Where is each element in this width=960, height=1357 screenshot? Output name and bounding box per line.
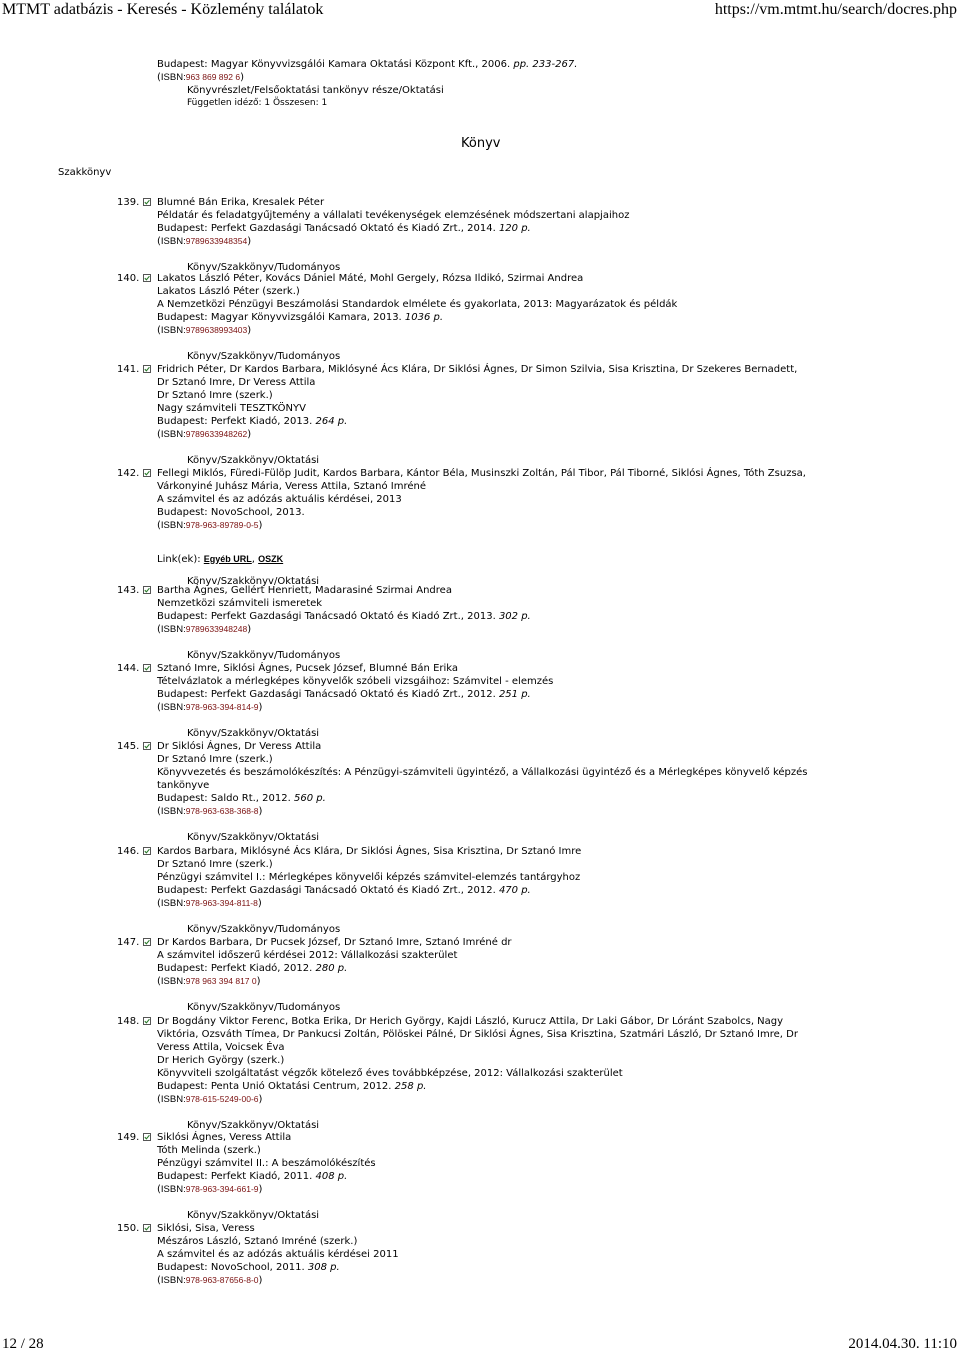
checkbox-icon[interactable] (143, 1017, 151, 1025)
item-title: A számvitel és az adózás aktuális kérdései, 2013 (157, 494, 402, 505)
item-title: A számvitel és az adózás aktuális kérdései 2011 (157, 1249, 399, 1260)
top-citations: Független idéző: 1 Összesen: 1 (187, 98, 328, 108)
item-publisher-text: Budapest: Penta Unió Oktatási Centrum, 2012. (157, 1081, 392, 1092)
checkbox-icon[interactable] (143, 664, 151, 672)
item-publisher-text: Budapest: Perfekt Kiadó, 2013. (157, 416, 313, 427)
item-details (157, 845, 857, 910)
item-publisher (157, 1080, 857, 1093)
item-editor: Dr Sztanó Imre (szerk.) (157, 390, 273, 401)
item-authors: Viktória, Ozsváth Tímea, Dr Pankucsi Zoltán, Pölöskei Pálné, Dr Siklósi Ágnes, Sisa Krisztina, Szatmári László, Dr Sztanó Imre, Dr (157, 1029, 798, 1040)
item-number: 139. (117, 197, 140, 208)
checkbox-icon[interactable] (143, 847, 151, 855)
item-authors: Siklósi, Sisa, Veress (157, 1223, 255, 1234)
item-title: Tételvázlatok a mérlegképes könyvelők szóbeli vizsgáihoz: Számvitel - elemzés (157, 676, 554, 687)
subsection-label: Szakkönyv (58, 167, 112, 178)
item-editor: Mészáros László, Sztanó Imréné (szerk.) (157, 1236, 358, 1247)
item-pages: 560 p. (293, 793, 326, 804)
item-publisher (157, 222, 857, 235)
item-isbn: (ISBN:978-963-394-661-9) (157, 1184, 263, 1195)
item-isbn: (ISBN:978-963-394-814-9) (157, 702, 263, 713)
item-authors: Bartha Ágnes, Gellért Henriett, Madarasiné Szirmai Andrea (157, 585, 452, 596)
item-details (157, 1131, 857, 1196)
item-category: Könyv/Szakkönyv/Oktatási (187, 455, 320, 466)
item-category: Könyv/Szakkönyv/Oktatási (187, 1120, 320, 1131)
browser-print-footer (0, 1331, 960, 1357)
item-publisher (157, 311, 857, 324)
item-details (157, 936, 857, 988)
top-publisher: Budapest: Magyar Könyvvizsgálói Kamara Oktatási Központ Kft., 2006. pp. 233-267. (157, 59, 578, 70)
item-links: Link(ek): Egyéb URL, OSZK (157, 553, 284, 565)
item-publisher (157, 962, 857, 975)
item-publisher-text: Budapest: Perfekt Gazdasági Tanácsadó Oktató és Kiadó Zrt., 2014. (157, 223, 496, 234)
item-publisher-text: Budapest: Perfekt Kiadó, 2011. (157, 1171, 313, 1182)
item-details (157, 662, 857, 714)
item-publisher (157, 792, 857, 805)
item-details (157, 740, 857, 818)
item-title: Pénzügyi számvitel I.: Mérlegképes könyvelői képzés számvitel-elemzés tantárgyhoz (157, 872, 581, 883)
item-number: 150. (117, 1223, 140, 1234)
item-authors: Dr Siklósi Ágnes, Dr Veress Attila (157, 741, 322, 752)
item-publisher-text: Budapest: Magyar Könyvvizsgálói Kamara, 2013. (157, 312, 402, 323)
item-category: Könyv/Szakkönyv/Oktatási (187, 575, 320, 587)
item-pages: 408 p. (315, 1171, 348, 1182)
item-pages: 258 p. (394, 1081, 427, 1092)
item-authors: Sztanó Imre, Siklósi Ágnes, Pucsek József, Blumné Bán Erika (157, 663, 459, 674)
checkbox-icon[interactable] (143, 742, 151, 750)
header-url: https://vm.mtmt.hu/search/docres.php (714, 1, 957, 18)
item-title: A Nemzetközi Pénzügyi Beszámolási Standardok elmélete és gyakorlata, 2013: Magyarázatok és példák (157, 299, 678, 310)
checkbox-icon[interactable] (143, 1224, 151, 1232)
item-number: 144. (117, 663, 140, 674)
item-details (157, 1222, 857, 1287)
item-pages: 120 p. (498, 223, 531, 234)
item-category: Könyv/Szakkönyv/Oktatási (187, 728, 320, 739)
item-authors: Siklósi Ágnes, Veress Attila (157, 1132, 292, 1143)
item-category: Könyv/Szakkönyv/Oktatási (187, 832, 320, 843)
item-number: 149. (117, 1132, 140, 1143)
item-publisher-text: Budapest: Perfekt Kiadó, 2012. (157, 963, 313, 974)
link-oszk[interactable]: OSZK (258, 553, 284, 564)
item-publisher-text: Budapest: NovoSchool, 2013. (157, 507, 305, 518)
item-authors: Veress Attila, Voicsek Éva (157, 1042, 285, 1053)
footer-timestamp: 2014.04.30. 11:10 (848, 1336, 957, 1352)
item-details (157, 272, 857, 337)
item-pages: 264 p. (315, 416, 348, 427)
item-category: Könyv/Szakkönyv/Tudományos (187, 924, 341, 935)
item-number: 141. (117, 364, 140, 375)
item-publisher-text: Budapest: Perfekt Gazdasági Tanácsadó Oktató és Kiadó Zrt., 2012. (157, 689, 496, 700)
item-isbn: (ISBN:9789638993403) (157, 325, 252, 336)
item-isbn: (ISBN:978-963-87656-8-0) (157, 1275, 263, 1286)
browser-print-header (0, 0, 960, 22)
item-category: Könyv/Szakkönyv/Oktatási (187, 1210, 320, 1221)
item-isbn: (ISBN:9789633948354) (157, 236, 252, 247)
checkbox-icon[interactable] (143, 365, 151, 373)
checkbox-icon[interactable] (143, 1133, 151, 1141)
checkbox-icon[interactable] (143, 198, 151, 206)
item-pages: 308 p. (307, 1262, 340, 1273)
item-details (157, 1015, 857, 1106)
item-details (157, 196, 857, 248)
item-editor: Dr Herich György (szerk.) (157, 1055, 285, 1066)
item-number: 146. (117, 846, 140, 857)
item-publisher-text: Budapest: Perfekt Gazdasági Tanácsadó Oktató és Kiadó Zrt., 2013. (157, 611, 496, 622)
item-authors: Dr Bogdány Viktor Ferenc, Botka Erika, Dr Herich György, Kajdi László, Kurucz Attila, Dr Laki Gábor, Dr Lóránt Szabolcs, Nagy (157, 1016, 784, 1027)
item-authors: Kardos Barbara, Miklósyné Ács Klára, Dr Siklósi Ágnes, Sisa Krisztina, Dr Sztanó Imre (157, 846, 582, 857)
item-publisher-text: Budapest: Perfekt Gazdasági Tanácsadó Oktató és Kiadó Zrt., 2012. (157, 885, 496, 896)
item-title: Nemzetközi számviteli ismeretek (157, 598, 323, 609)
item-authors: Dr Sztanó Imre, Dr Veress Attila (157, 377, 316, 388)
item-isbn: (ISBN:978 963 394 817 0) (157, 976, 261, 987)
item-publisher (157, 610, 857, 623)
item-pages: 1036 p. (404, 312, 444, 323)
item-title: Példatár és feladatgyűjtemény a vállalati tevékenységek elemzésének módszertani alapjaihoz (157, 210, 630, 221)
item-editor: Lakatos László Péter (szerk.) (157, 286, 300, 297)
item-number: 142. (117, 468, 140, 479)
item-publisher (157, 1170, 857, 1183)
item-isbn: (ISBN:978-963-89789-0-5) (157, 520, 263, 531)
item-authors: Dr Kardos Barbara, Dr Pucsek József, Dr Sztanó Imre, Sztanó Imréné dr (157, 937, 512, 948)
item-authors: Várkonyiné Juhász Mária, Veress Attila, Sztanó Imréné (157, 481, 426, 492)
item-publisher (157, 884, 857, 897)
item-isbn: (ISBN:978-963-394-811-8) (157, 898, 262, 909)
item-category: Könyv/Szakkönyv/Tudományos (187, 1002, 341, 1013)
item-title: Könyvvezetés és beszámolókészítés: A Pénzügyi-számviteli ügyintéző, a Vállalkozási ügyintéző és a Mérlegképes könyvelő képzés (157, 767, 808, 778)
item-pages: 280 p. (315, 963, 348, 974)
item-editor: Tóth Melinda (szerk.) (157, 1145, 261, 1156)
item-publisher-text: Budapest: NovoSchool, 2011. (157, 1262, 305, 1273)
item-authors: Blumné Bán Erika, Kresalek Péter (157, 197, 325, 208)
item-pages: 251 p. (498, 689, 531, 700)
item-publisher (157, 688, 857, 701)
item-title: A számvitel időszerű kérdései 2012: Vállalkozási szakterület (157, 950, 458, 961)
item-details (157, 467, 857, 532)
item-publisher-text: Budapest: Saldo Rt., 2012. (157, 793, 291, 804)
header-page-title: MTMT adatbázis - Keresés - Közlemény találatok (2, 1, 324, 18)
item-publisher (157, 415, 857, 428)
item-authors: Fellegi Miklós, Füredi-Fülöp Judit, Kardos Barbara, Kántor Béla, Musinszki Zoltán, Pál Tibor, Pál Tiborné, Siklósi Ágnes, Tóth Zsuzsa, (157, 468, 806, 479)
item-number: 147. (117, 937, 140, 948)
item-category: Könyv/Szakkönyv/Tudományos (187, 262, 341, 273)
top-category: Könyvrészlet/Felsőoktatási tankönyv része/Oktatási (187, 85, 444, 96)
item-publisher (157, 506, 857, 519)
item-authors: Fridrich Péter, Dr Kardos Barbara, Miklósyné Ács Klára, Dr Siklósi Ágnes, Dr Simon Szilvia, Sisa Krisztina, Dr Szekeres Bernadett, (157, 364, 798, 375)
item-isbn: (ISBN:9789633948262) (157, 429, 252, 440)
item-details (157, 363, 857, 441)
item-number: 145. (117, 741, 140, 752)
footer-page-number: 12 / 28 (2, 1336, 44, 1352)
item-title: Könyvviteli szolgáltatást végzők kötelező éves továbbképzése, 2012: Vállalkozási szakterület (157, 1068, 623, 1079)
item-title: tankönyve (157, 780, 210, 791)
item-isbn: (ISBN:978-963-638-368-8) (157, 806, 263, 817)
item-authors: Lakatos László Péter, Kovács Dániel Máté, Mohl Gergely, Rózsa Ildikó, Szirmai Andrea (157, 273, 584, 284)
item-category: Könyv/Szakkönyv/Tudományos (187, 351, 341, 362)
checkbox-icon[interactable] (143, 274, 151, 282)
item-category: Könyv/Szakkönyv/Tudományos (187, 650, 341, 661)
item-pages: 470 p. (498, 885, 531, 896)
item-number: 143. (117, 585, 140, 596)
top-isbn: (ISBN:963 869 892 6) (157, 72, 244, 83)
item-title: Nagy számviteli TESZTKÖNYV (157, 403, 306, 414)
checkbox-icon[interactable] (143, 938, 151, 946)
item-pages: 302 p. (498, 611, 531, 622)
item-details (157, 584, 857, 636)
item-title: Pénzügyi számvitel II.: A beszámolókészítés (157, 1158, 376, 1169)
item-isbn: (ISBN:9789633948248) (157, 624, 252, 635)
item-number: 140. (117, 273, 140, 284)
link-egyeb-url[interactable]: Egyéb URL (203, 553, 252, 564)
item-editor: Dr Sztanó Imre (szerk.) (157, 754, 273, 765)
item-publisher (157, 1261, 857, 1274)
checkbox-icon[interactable] (143, 586, 151, 594)
checkbox-icon[interactable] (143, 469, 151, 477)
item-editor: Dr Sztanó Imre (szerk.) (157, 859, 273, 870)
item-number: 148. (117, 1016, 140, 1027)
section-title: Könyv (461, 136, 501, 151)
item-isbn: (ISBN:978-615-5249-00-6) (157, 1094, 263, 1105)
